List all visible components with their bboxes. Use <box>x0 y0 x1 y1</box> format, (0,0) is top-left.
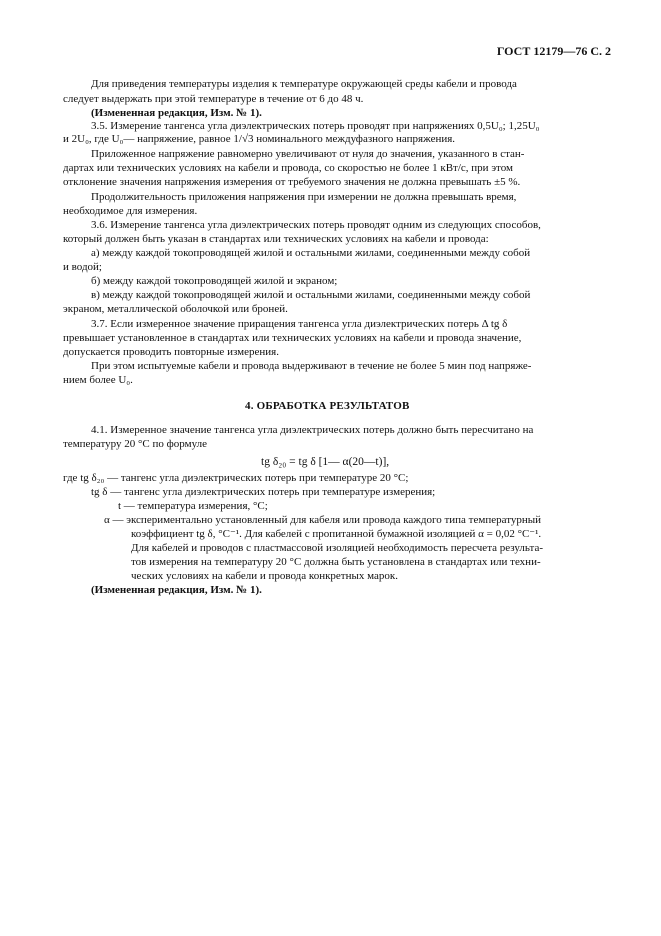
paragraph-line: допускается проводить повторные измерения. <box>63 346 279 358</box>
paragraph-line: который должен быть указан в стандартах или технических условиях на кабели и провода: <box>63 233 489 245</box>
definition-line: где tg δ₂₀ — тангенс угла диэлектрических потерь при температуре 20 °С; <box>63 472 409 484</box>
paragraph-line: нием более U₀. <box>63 374 133 386</box>
definition-line: тов измерения на температуру 20 °С должна быть установлена в стандартах или техни- <box>131 556 541 568</box>
list-item-line: а) между каждой токопроводящей жилой и остальными жилами, соединенными между собой <box>91 247 531 259</box>
paragraph-line: следует выдержать при этой температуре в течение от 6 до 48 ч. <box>63 93 364 105</box>
definition-line: tg δ — тангенс угла диэлектрических потерь при температуре измерения; <box>91 486 436 498</box>
paragraph-line: отклонение значения напряжения измерения от требуемого значения не должна превышать ±5 %. <box>63 176 521 188</box>
paragraph-line: 3.6. Измерение тангенса угла диэлектрических потерь проводят одним из следующих способов, <box>91 219 541 231</box>
section-heading: 4. ОБРАБОТКА РЕЗУЛЬТАТОВ <box>245 400 410 412</box>
list-item-line: б) между каждой токопроводящей жилой и экраном; <box>91 275 338 287</box>
paragraph-line: 4.1. Измеренное значение тангенса угла диэлектрических потерь должно быть пересчитано на <box>91 424 534 436</box>
list-item-line: и водой; <box>63 261 102 273</box>
paragraph-line: Продолжительность приложения напряжения при измерении не должна превышать время, <box>91 191 517 203</box>
definition-line: Для кабелей и проводов с пластмассовой изоляцией необходимость пересчета результа- <box>131 542 543 554</box>
amendment-note: (Измененная редакция, Изм. № 1). <box>91 584 262 596</box>
definition-line: ческих условиях на кабели и провода конкретных марок. <box>131 570 399 582</box>
definition-line: t — температура измерения, °С; <box>118 500 268 512</box>
paragraph-line: При этом испытуемые кабели и провода выдерживают в течение не более 5 мин под напряже- <box>91 360 532 372</box>
definition-line: α — экспериментально установленный для кабеля или провода каждого типа температурный <box>104 514 542 526</box>
list-item-line: экраном, металлической оболочкой или броней. <box>63 303 288 315</box>
paragraph-line: превышает установленное в стандартах или технических условиях на кабели и провода значение, <box>63 332 522 344</box>
list-item-line: в) между каждой токопроводящей жилой и остальными жилами, соединенными между собой <box>91 289 531 301</box>
running-header: ГОСТ 12179—76 С. 2 <box>496 44 611 58</box>
amendment-note: (Измененная редакция, Изм. № 1). <box>91 107 262 119</box>
paragraph-line: 3.5. Измерение тангенса угла диэлектрических потерь проводят при напряжениях 0,5U₀; 1,25U₀ <box>91 120 540 132</box>
definition-line: коэффициент tg δ, °С⁻¹. Для кабелей с пропитанной бумажной изоляцией α = 0,02 °С⁻¹. <box>131 528 542 540</box>
paragraph-line: 3.7. Если измеренное значение приращения тангенса угла диэлектрических потерь Δ tg δ <box>91 318 508 330</box>
formula: tg δ₂₀ = tg δ [1— α(20—t)], <box>261 456 390 468</box>
paragraph-line: необходимое для измерения. <box>63 205 198 217</box>
paragraph-line: температуру 20 °С по формуле <box>63 438 207 450</box>
paragraph-line: Приложенное напряжение равномерно увеличивают от нуля до значения, указанного в стан- <box>91 148 525 160</box>
paragraph-line: и 2U₀, где U₀— напряжение, равное 1/√3 номинального междуфазного напряжения. <box>63 133 456 145</box>
paragraph-line: дартах или технических условиях на кабели и провода, со скоростью не более 1 кВт/с, при этом <box>63 162 513 174</box>
paragraph-line: Для приведения температуры изделия к температуре окружающей среды кабели и провода <box>91 78 517 90</box>
